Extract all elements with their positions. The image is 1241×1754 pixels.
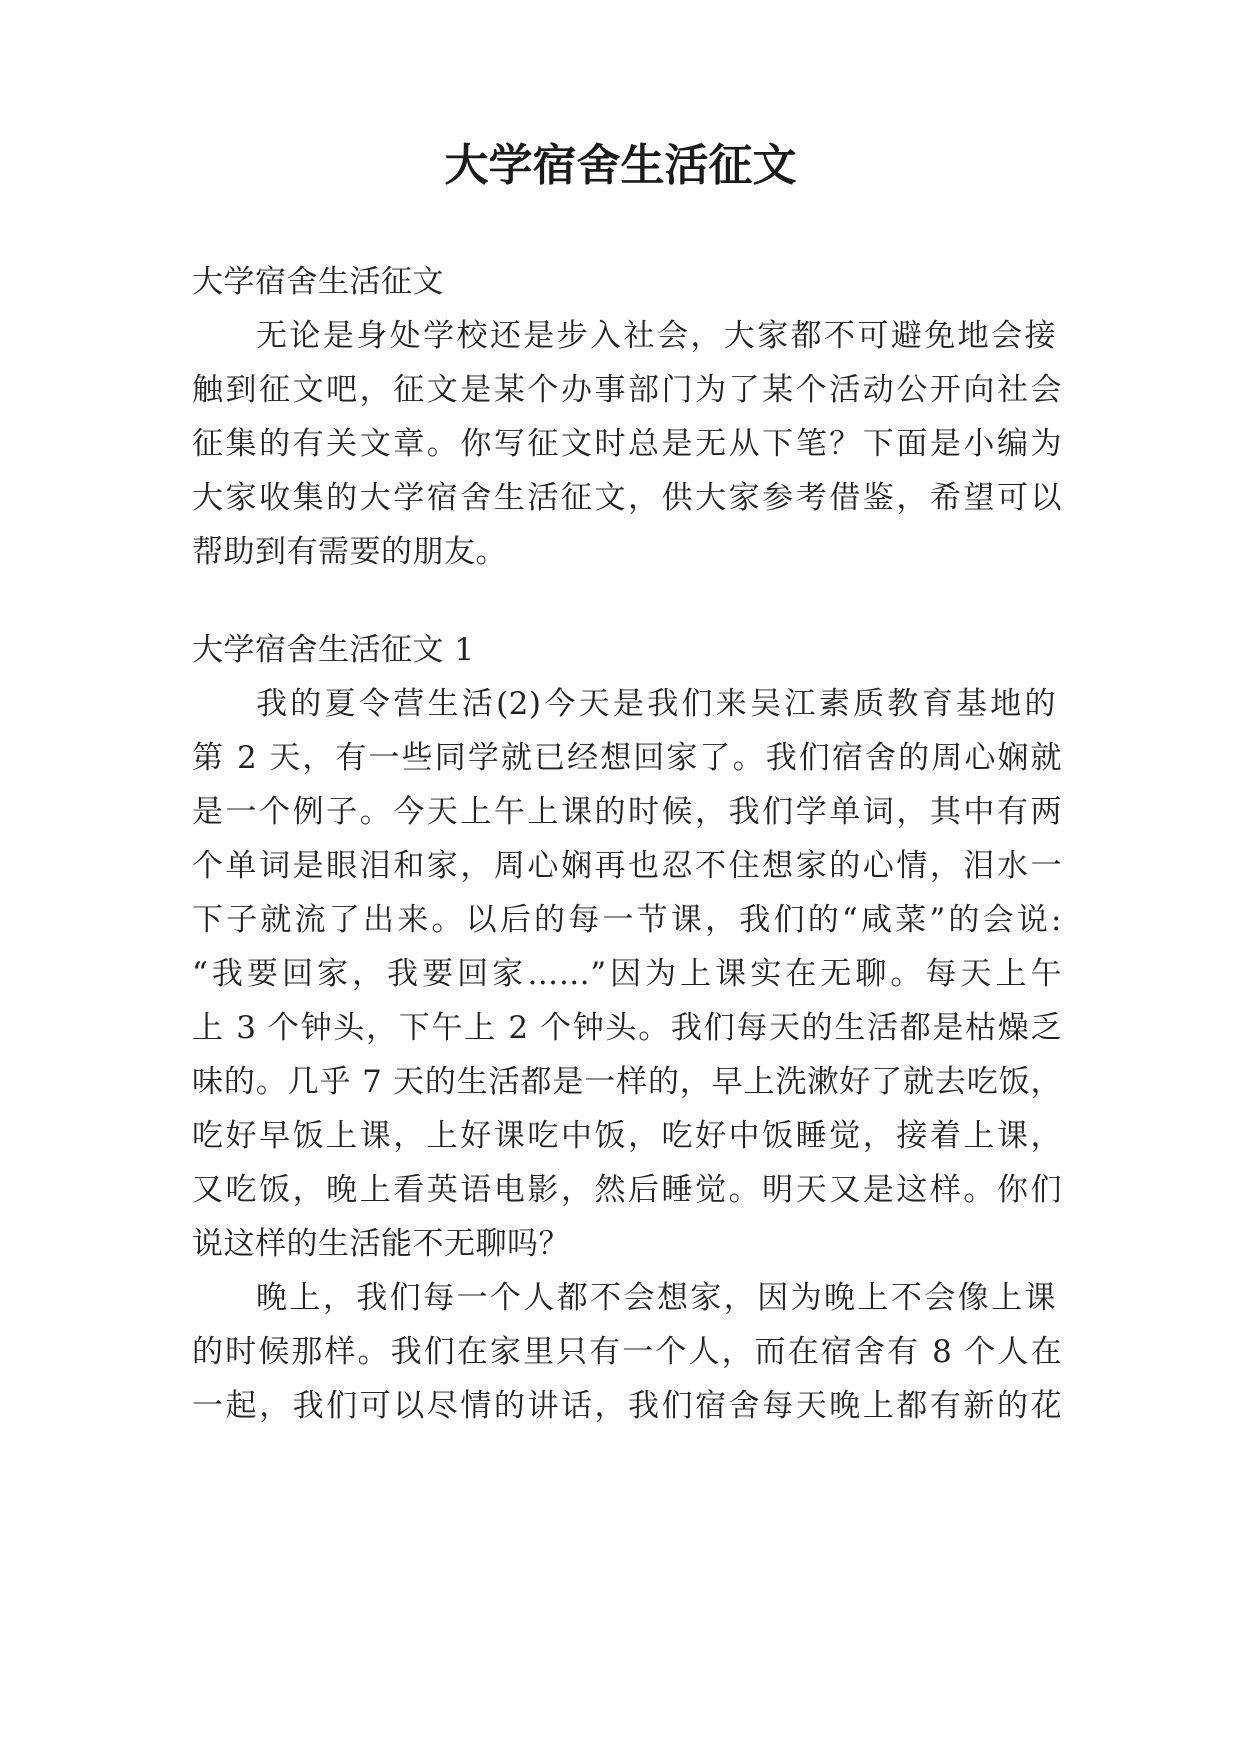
intro-heading: 大学宿舍生活征文 — [192, 264, 444, 300]
text-line: 大家收集的大学宿舍生活征文，供大家参考借鉴，希望可以 — [192, 480, 1062, 516]
text-line: 触到征文吧，征文是某个办事部门为了某个活动公开向社会 — [192, 372, 1062, 408]
text-line: 吃好早饭上课，上好课吃中饭，吃好中饭睡觉，接着上课， — [192, 1118, 1062, 1154]
text-line: 的时候那样。我们在家里只有一个人，而在宿舍有 8 个人在 — [192, 1334, 1062, 1370]
text-line: 说这样的生活能不无聊吗？ — [192, 1226, 570, 1262]
text-line: 一起，我们可以尽情的讲话，我们宿舍每天晚上都有新的花 — [192, 1388, 1062, 1424]
text-line: 帮助到有需要的朋友。 — [192, 534, 507, 570]
text-line: 上 3 个钟头，下午上 2 个钟头。我们每天的生活都是枯燥乏 — [192, 1010, 1062, 1046]
page-title: 大学宿舍生活征文 — [444, 140, 797, 191]
text-line: 征集的有关文章。你写征文时总是无从下笔？下面是小编为 — [192, 426, 1062, 462]
text-line: 无论是身处学校还是步入社会，大家都不可避免地会接 — [256, 318, 1056, 354]
section-heading: 大学宿舍生活征文 1 — [192, 632, 475, 668]
text-line: 我的夏令营生活(2)今天是我们来吴江素质教育基地的 — [256, 686, 1056, 722]
text-line: 是一个例子。今天上午上课的时候，我们学单词，其中有两 — [192, 794, 1062, 830]
text-line: “我要回家，我要回家……”因为上课实在无聊。每天上午 — [192, 956, 1062, 992]
text-line: 又吃饭，晚上看英语电影，然后睡觉。明天又是这样。你们 — [192, 1172, 1062, 1208]
text-line: 晚上，我们每一个人都不会想家，因为晚上不会像上课 — [256, 1280, 1056, 1316]
text-line: 味的。几乎 7 天的生活都是一样的，早上洗漱好了就去吃饭， — [192, 1064, 1062, 1100]
text-line: 下子就流了出来。以后的每一节课，我们的“咸菜”的会说: — [192, 902, 1062, 938]
text-line: 个单词是眼泪和家，周心娴再也忍不住想家的心情，泪水一 — [192, 848, 1062, 884]
text-line: 第 2 天，有一些同学就已经想回家了。我们宿舍的周心娴就 — [192, 740, 1062, 776]
